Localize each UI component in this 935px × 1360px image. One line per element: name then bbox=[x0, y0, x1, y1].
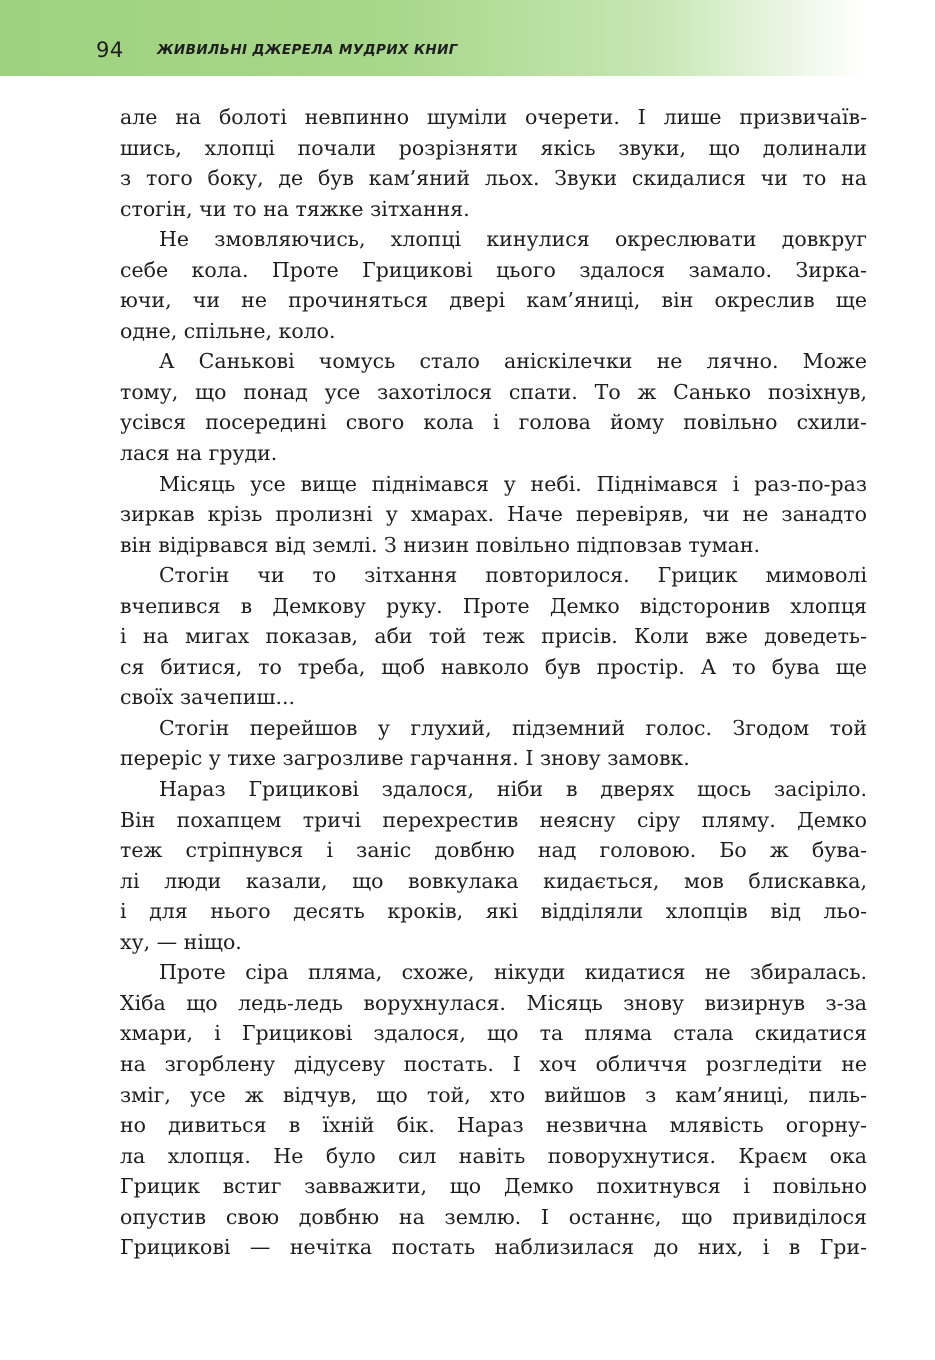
text-line: вчепився в Демкову руку. Проте Демко відсторонив хлопця bbox=[120, 593, 867, 618]
text-line: Грицик встиг завважити, що Демко похитнувся і повільно bbox=[120, 1174, 867, 1199]
running-title: ЖИВИЛЬНІ ДЖЕРЕЛА МУДРИХ КНИГ bbox=[157, 42, 458, 58]
text-line: ху, — ніщо. bbox=[120, 929, 242, 954]
text-line: Він похапцем тричі перехрестив неясну сіру пляму. Демко bbox=[120, 807, 867, 832]
text-line: Стогін чи то зітхання повторилося. Грицик мимоволі bbox=[159, 563, 867, 588]
header-band bbox=[0, 0, 868, 76]
text-line: ся битися, то треба, щоб навколо був простір. А то бува ще bbox=[120, 654, 867, 679]
text-line: теж стріпнувся і заніс довбню над головою. Бо ж бува- bbox=[120, 838, 867, 863]
text-line: Грицикові — нечітка постать наблизилася до них, і в Гри- bbox=[120, 1235, 867, 1260]
text-line: Проте сіра пляма, схоже, нікуди кидатися не збиралась. bbox=[159, 960, 867, 985]
text-line: одне, спільне, коло. bbox=[120, 318, 336, 343]
text-line: ючи, чи не прочиняться двері кам’яниці, він окреслив ще bbox=[120, 288, 867, 313]
text-line: з того боку, де був кам’яний льох. Звуки скидалися чи то на bbox=[120, 166, 867, 191]
text-line: лася на груди. bbox=[120, 441, 278, 466]
text-line: но дивиться в їхній бік. Нараз незвична млявість огорну- bbox=[120, 1113, 867, 1138]
text-line: своїх зачепиш... bbox=[120, 685, 296, 710]
text-line: ла хлопця. Не було сил навіть поворухнутися. Краєм ока bbox=[120, 1143, 867, 1168]
text-line: Місяць усе вище піднімався у небі. Піднімався і раз-по-раз bbox=[159, 471, 867, 496]
text-line: зиркав крізь пролизні у хмарах. Наче перевіряв, чи не занадто bbox=[120, 502, 867, 527]
body-text bbox=[120, 102, 867, 1263]
page-number: 94 bbox=[96, 38, 124, 62]
text-line: Стогін перейшов у глухий, підземний голос. Згодом той bbox=[159, 715, 867, 740]
text-line: опустив свою довбню на землю. І останнє, що привиділося bbox=[120, 1204, 867, 1229]
text-line: Хіба що ледь-ледь ворухнулася. Місяць знову визирнув з-за bbox=[120, 990, 867, 1015]
text-line: тому, що понад усе захотілося спати. То ж Санько позіхнув, bbox=[120, 379, 867, 404]
text-line: і на мигах показав, аби той теж присів. Коли вже доведеть- bbox=[120, 624, 867, 649]
text-line: переріс у тихе загрозливе гарчання. І знову замовк. bbox=[120, 746, 690, 771]
text-line: він відірвався від землі. З низин повільно підповзав туман. bbox=[120, 532, 761, 557]
text-line: шись, хлопці почали розрізняти якісь звуки, що долинали bbox=[120, 135, 867, 160]
text-line: Не змовляючись, хлопці кинулися окреслювати довкруг bbox=[159, 227, 867, 252]
text-line: на згорблену дідусеву постать. І хоч обличчя розгледіти не bbox=[120, 1051, 867, 1076]
text-line: усівся посередині свого кола і голова йому повільно схили- bbox=[120, 410, 867, 435]
text-line: себе кола. Проте Грициковi цього здалося замало. Зирка- bbox=[120, 257, 867, 282]
text-line: А Санькові чомусь стало аніскілечки не лячно. Може bbox=[159, 349, 867, 374]
text-line: хмари, і Грицикові здалося, що та пляма стала скидатися bbox=[120, 1021, 867, 1046]
text-line: стогін, чи то на тяжке зітхання. bbox=[120, 196, 470, 221]
text-line: зміг, усе ж відчув, що той, хто вийшов з кам’яниці, пиль- bbox=[120, 1082, 867, 1107]
text-line: але на болоті невпинно шуміли очерети. І лише призвичаїв- bbox=[120, 105, 867, 129]
text-line: лі люди казали, що вовкулака кидається, мов блискавка, bbox=[120, 868, 867, 893]
text-line: Нараз Грицикові здалося, ніби в дверях щось засіріло. bbox=[159, 777, 867, 802]
text-line: і для нього десять кроків, які відділяли хлопців від льо- bbox=[120, 899, 867, 924]
